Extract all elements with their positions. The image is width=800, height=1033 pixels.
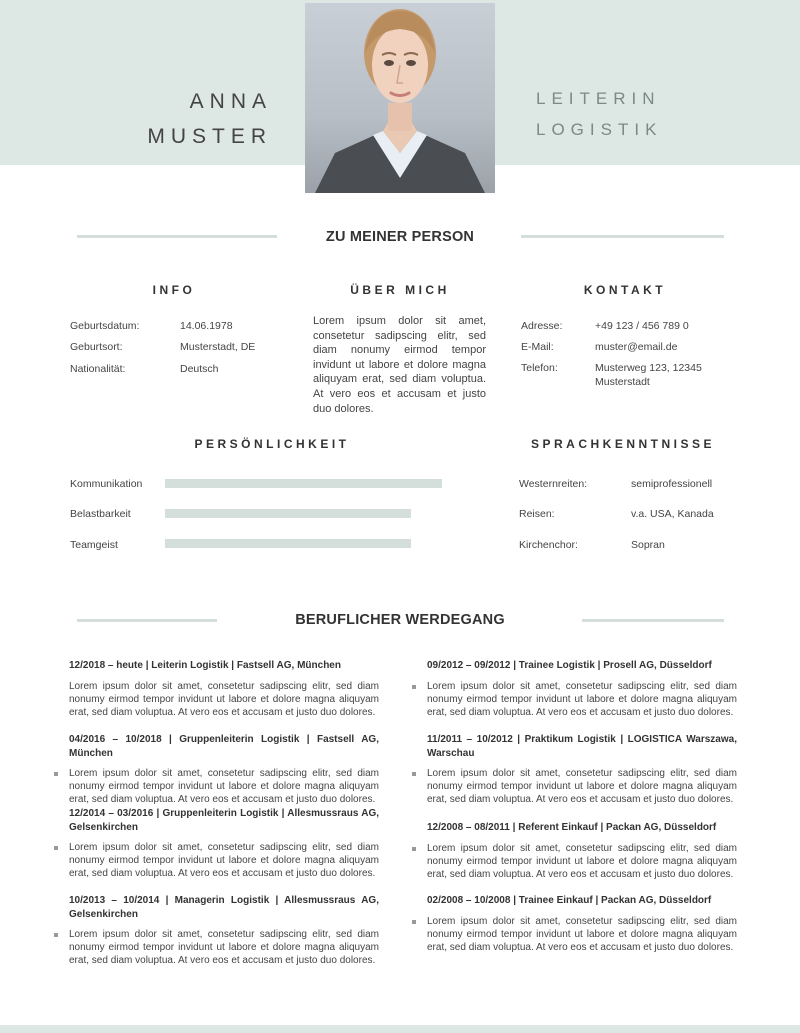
career-entry-text xyxy=(69,841,379,881)
career-entry-text xyxy=(427,767,737,807)
career-entry-heading: 10/2013 – 10/2014 | Managerin Logistik | Allesmussraus AG, Gelsenkirchen xyxy=(69,895,379,920)
contact-label-1: E-Mail: xyxy=(521,341,554,353)
career-entry xyxy=(69,807,379,881)
career-entry-text-content: Lorem ipsum dolor sit amet, consetetur sadipscing elitr, sed diam nonumy eirmod tempor invidunt ut labore et dolore magna aliquyam erat, sed diam voluptua. At vero eos et accusam et justo duo dolores. xyxy=(69,842,379,880)
career-entry xyxy=(69,733,379,807)
contact-label-2: Telefon: xyxy=(521,362,558,374)
first-name: ANNA xyxy=(189,90,272,113)
job-title-line-1: LEITERIN xyxy=(536,89,661,108)
contact-value-1: muster@email.de xyxy=(595,341,678,353)
career-entry-text: Lorem ipsum dolor sit amet, consetetur sadipscing elitr, sed diam nonumy eirmod tempor invidunt ut labore et dolore magna aliquyam erat, sed diam voluptua. At vero eos et accusam et justo duo dolores. xyxy=(69,680,379,718)
trait-bar-0 xyxy=(165,479,442,488)
info-value-1: Musterstadt, DE xyxy=(180,341,256,353)
contact-value-0: +49 123 / 456 789 0 xyxy=(595,320,689,332)
trait-bar-1 xyxy=(165,509,411,518)
career-entry-heading: 09/2012 – 09/2012 | Trainee Logistik | Prosell AG, Düsseldorf xyxy=(427,660,712,671)
career-entry-text xyxy=(69,928,379,968)
section-rule-left xyxy=(77,235,277,238)
career-entry xyxy=(427,821,737,881)
career-entry-text-content: Lorem ipsum dolor sit amet, consetetur sadipscing elitr, sed diam nonumy eirmod tempor invidunt ut labore et dolore magna aliquyam erat, sed diam voluptua. At vero eos et accusam et justo duo dolores. xyxy=(427,680,737,718)
section-rule-right xyxy=(521,235,724,238)
bullet-icon xyxy=(412,772,416,776)
trait-label-2: Teamgeist xyxy=(70,539,118,551)
career-rule-right xyxy=(582,619,724,622)
footer-band xyxy=(0,1025,800,1033)
language-label-0: Westernreiten: xyxy=(519,478,588,490)
career-entry xyxy=(427,733,737,807)
career-entry-text-content: Lorem ipsum dolor sit amet, consetetur sadipscing elitr, sed diam nonumy eirmod tempor invidunt ut labore et dolore magna aliquyam erat, sed diam voluptua. At vero eos et accusam et justo duo dolores. xyxy=(427,842,737,880)
trait-label-1: Belastbarkeit xyxy=(70,508,131,520)
info-label-1: Geburtsort: xyxy=(70,341,123,353)
career-entry xyxy=(427,894,737,954)
section-title-career: BERUFLICHER WERDEGANG xyxy=(295,612,505,628)
bullet-icon xyxy=(54,933,58,937)
career-entry-text xyxy=(427,680,737,720)
language-label-2: Kirchenchor: xyxy=(519,539,578,551)
job-title-block xyxy=(536,83,662,145)
info-label-0: Geburtsdatum: xyxy=(70,320,140,332)
career-entry-text xyxy=(427,915,737,955)
contact-value-2: Musterweg 123, 12345 Musterstadt xyxy=(595,362,702,388)
career-entry-heading: 12/2008 – 08/2011 | Referent Einkauf | Packan AG, Düsseldorf xyxy=(427,822,717,833)
career-entry-heading: 02/2008 – 10/2008 | Trainee Einkauf | Packan AG, Düsseldorf xyxy=(427,895,712,906)
about-text: Lorem ipsum dolor sit amet, consetetur sadipscing elitr, sed diam nonumy eirmod tempor invidunt ut labore et dolore magna aliquyam erat, sed diam voluptua. At vero eos et accusam et justo duo dolores. xyxy=(313,315,486,415)
languages-heading: SPRACHKENNTNISSE xyxy=(530,437,715,451)
info-label-2: Nationalität: xyxy=(70,363,126,375)
bullet-icon xyxy=(54,772,58,776)
language-value-0: semiprofessionell xyxy=(631,478,713,490)
contact-label-0: Adresse: xyxy=(521,320,563,332)
career-entry-text xyxy=(427,842,737,882)
career-entry-text xyxy=(69,767,379,807)
info-value-2: Deutsch xyxy=(180,363,219,375)
language-value-2: Sopran xyxy=(631,539,665,551)
trait-bar-2 xyxy=(165,539,411,548)
language-label-1: Reisen: xyxy=(519,508,555,520)
language-value-1: v.a. USA, Kanada xyxy=(631,508,714,520)
career-entry-text-content: Lorem ipsum dolor sit amet, consetetur sadipscing elitr, sed diam nonumy eirmod tempor invidunt ut labore et dolore magna aliquyam erat, sed diam voluptua. At vero eos et accusam et justo duo dolores. xyxy=(69,929,379,967)
career-entry-heading: 11/2011 – 10/2012 | Praktikum Logistik | LOGISTICA Warszawa, Warschau xyxy=(427,734,737,759)
last-name: MUSTER xyxy=(147,125,272,148)
bullet-icon xyxy=(54,846,58,850)
section-title-about-person: ZU MEINER PERSON xyxy=(325,229,475,245)
career-entry xyxy=(69,659,379,719)
trait-label-0: Kommunikation xyxy=(70,478,143,490)
job-title-line-2: LOGISTIK xyxy=(536,120,663,139)
career-entry-text-content: Lorem ipsum dolor sit amet, consetetur sadipscing elitr, sed diam nonumy eirmod tempor invidunt ut labore et dolore magna aliquyam erat, sed diam voluptua. At vero eos et accusam et justo duo dolores. xyxy=(427,768,737,806)
bullet-icon xyxy=(412,685,416,689)
career-entry-heading: 12/2018 – heute | Leiterin Logistik | Fastsell AG, München xyxy=(69,660,341,671)
personality-heading: PERSÖNLICHKEIT xyxy=(194,437,350,451)
career-entry-text-content: Lorem ipsum dolor sit amet, consetetur sadipscing elitr, sed diam nonumy eirmod tempor invidunt ut labore et dolore magna aliquyam erat, sed diam voluptua. At vero eos et accusam et justo duo dolores. xyxy=(69,768,379,806)
bullet-icon xyxy=(412,920,416,924)
bullet-icon xyxy=(412,847,416,851)
name-block xyxy=(147,84,272,154)
portrait-illustration xyxy=(305,3,495,193)
about-heading: ÜBER MICH xyxy=(350,283,450,297)
career-entry-heading: 04/2016 – 10/2018 | Gruppenleiterin Logistik | Fastsell AG, München xyxy=(69,734,379,759)
info-heading: INFO xyxy=(152,283,196,297)
career-rule-left xyxy=(77,619,217,622)
career-entry-heading: 12/2014 – 03/2016 | Gruppenleiterin Logistik | Allesmussraus AG, Gelsenkirchen xyxy=(69,808,379,833)
contact-heading: KONTAKT xyxy=(583,283,667,297)
career-entry xyxy=(69,894,379,968)
profile-photo xyxy=(305,3,495,193)
info-value-0: 14.06.1978 xyxy=(180,320,233,332)
career-entry-text-content: Lorem ipsum dolor sit amet, consetetur sadipscing elitr, sed diam nonumy eirmod tempor invidunt ut labore et dolore magna aliquyam erat, sed diam voluptua. At vero eos et accusam et justo duo dolores. xyxy=(427,915,737,953)
career-entry xyxy=(427,659,737,719)
